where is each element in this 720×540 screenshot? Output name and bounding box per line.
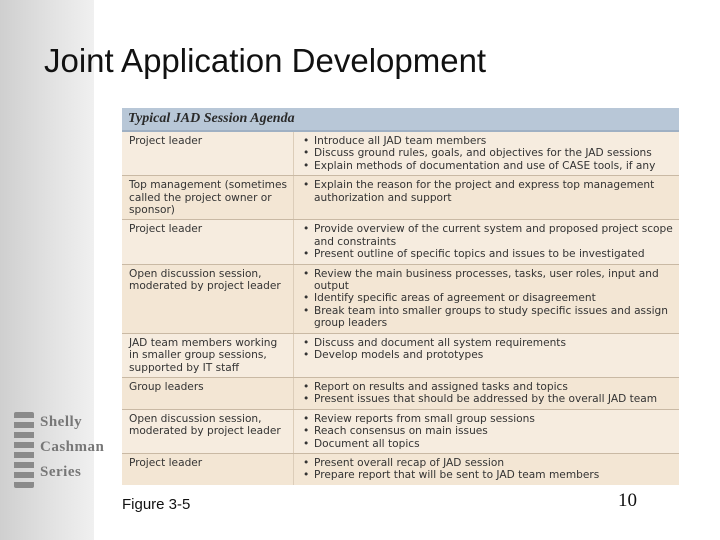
agenda-activities	[294, 334, 679, 377]
agenda-activity-item: • Present issues that should be addressed by the overall JAD team	[314, 393, 673, 405]
agenda-activities	[294, 176, 679, 219]
agenda-table	[122, 132, 679, 485]
agenda-activity-item: • Explain methods of documentation and use of CASE tools, if any	[314, 160, 673, 172]
agenda-row	[122, 265, 679, 334]
agenda-activity-item: • Report on results and assigned tasks and topics	[314, 381, 673, 393]
agenda-activities	[294, 220, 679, 263]
agenda-activity-item: • Discuss and document all system requirements	[314, 337, 673, 349]
agenda-row	[122, 454, 679, 485]
agenda-role: Project leader	[122, 132, 294, 175]
agenda-row	[122, 410, 679, 454]
agenda-activity-item: • Prepare report that will be sent to JAD team members	[314, 469, 673, 481]
agenda-row	[122, 378, 679, 410]
agenda-activity-item: • Identify specific areas of agreement or disagreement	[314, 292, 673, 304]
page-number: 10	[618, 490, 637, 511]
shelly-cashman-logo	[10, 408, 105, 490]
agenda-activity-item: • Discuss ground rules, goals, and objectives for the JAD sessions	[314, 147, 673, 159]
agenda-activity-item: • Break team into smaller groups to study specific issues and assign group leaders	[314, 305, 673, 330]
agenda-activity-item: • Develop models and prototypes	[314, 349, 673, 361]
agenda-activity-item: • Provide overview of the current system and proposed project scope and constraints	[314, 223, 673, 248]
logo-line-3: Series	[40, 464, 82, 480]
agenda-role: Project leader	[122, 220, 294, 263]
agenda-activities	[294, 265, 679, 333]
agenda-role: Open discussion session, moderated by project leader	[122, 265, 294, 333]
agenda-activity-item: • Reach consensus on main issues	[314, 425, 673, 437]
agenda-activities	[294, 132, 679, 175]
agenda-role: Project leader	[122, 454, 294, 485]
slide-title: Joint Application Development	[44, 42, 487, 79]
agenda-row	[122, 220, 679, 264]
agenda-activity-item: • Present outline of specific topics and issues to be investigated	[314, 248, 673, 260]
agenda-activity-item: • Review reports from small group sessions	[314, 413, 673, 425]
logo-line-2: Cashman	[40, 439, 105, 455]
agenda-activities	[294, 410, 679, 453]
agenda-activity-item: • Explain the reason for the project and express top management authorization and support	[314, 179, 673, 204]
agenda-role: Open discussion session, moderated by project leader	[122, 410, 294, 453]
logo-line-1: Shelly	[40, 414, 83, 430]
logo-wordmark	[40, 410, 104, 485]
agenda-activity-item: • Introduce all JAD team members	[314, 135, 673, 147]
agenda-row	[122, 176, 679, 220]
agenda-activity-item: • Present overall recap of JAD session	[314, 457, 673, 469]
agenda-activity-item: • Document all topics	[314, 438, 673, 450]
agenda-row	[122, 132, 679, 176]
agenda-role: Top management (sometimes called the project owner or sponsor)	[122, 176, 294, 219]
agenda-row	[122, 334, 679, 378]
figure-caption: Figure 3-5	[122, 496, 191, 513]
agenda-activity-item: • Review the main business processes, tasks, user roles, input and output	[314, 268, 673, 293]
logo-mark-icon	[14, 412, 34, 488]
agenda-activities	[294, 454, 679, 485]
agenda-heading: Typical JAD Session Agenda	[122, 108, 679, 132]
jad-agenda-figure	[122, 108, 679, 485]
agenda-role: Group leaders	[122, 378, 294, 409]
agenda-activities	[294, 378, 679, 409]
agenda-role: JAD team members working in smaller group sessions, supported by IT staff	[122, 334, 294, 377]
